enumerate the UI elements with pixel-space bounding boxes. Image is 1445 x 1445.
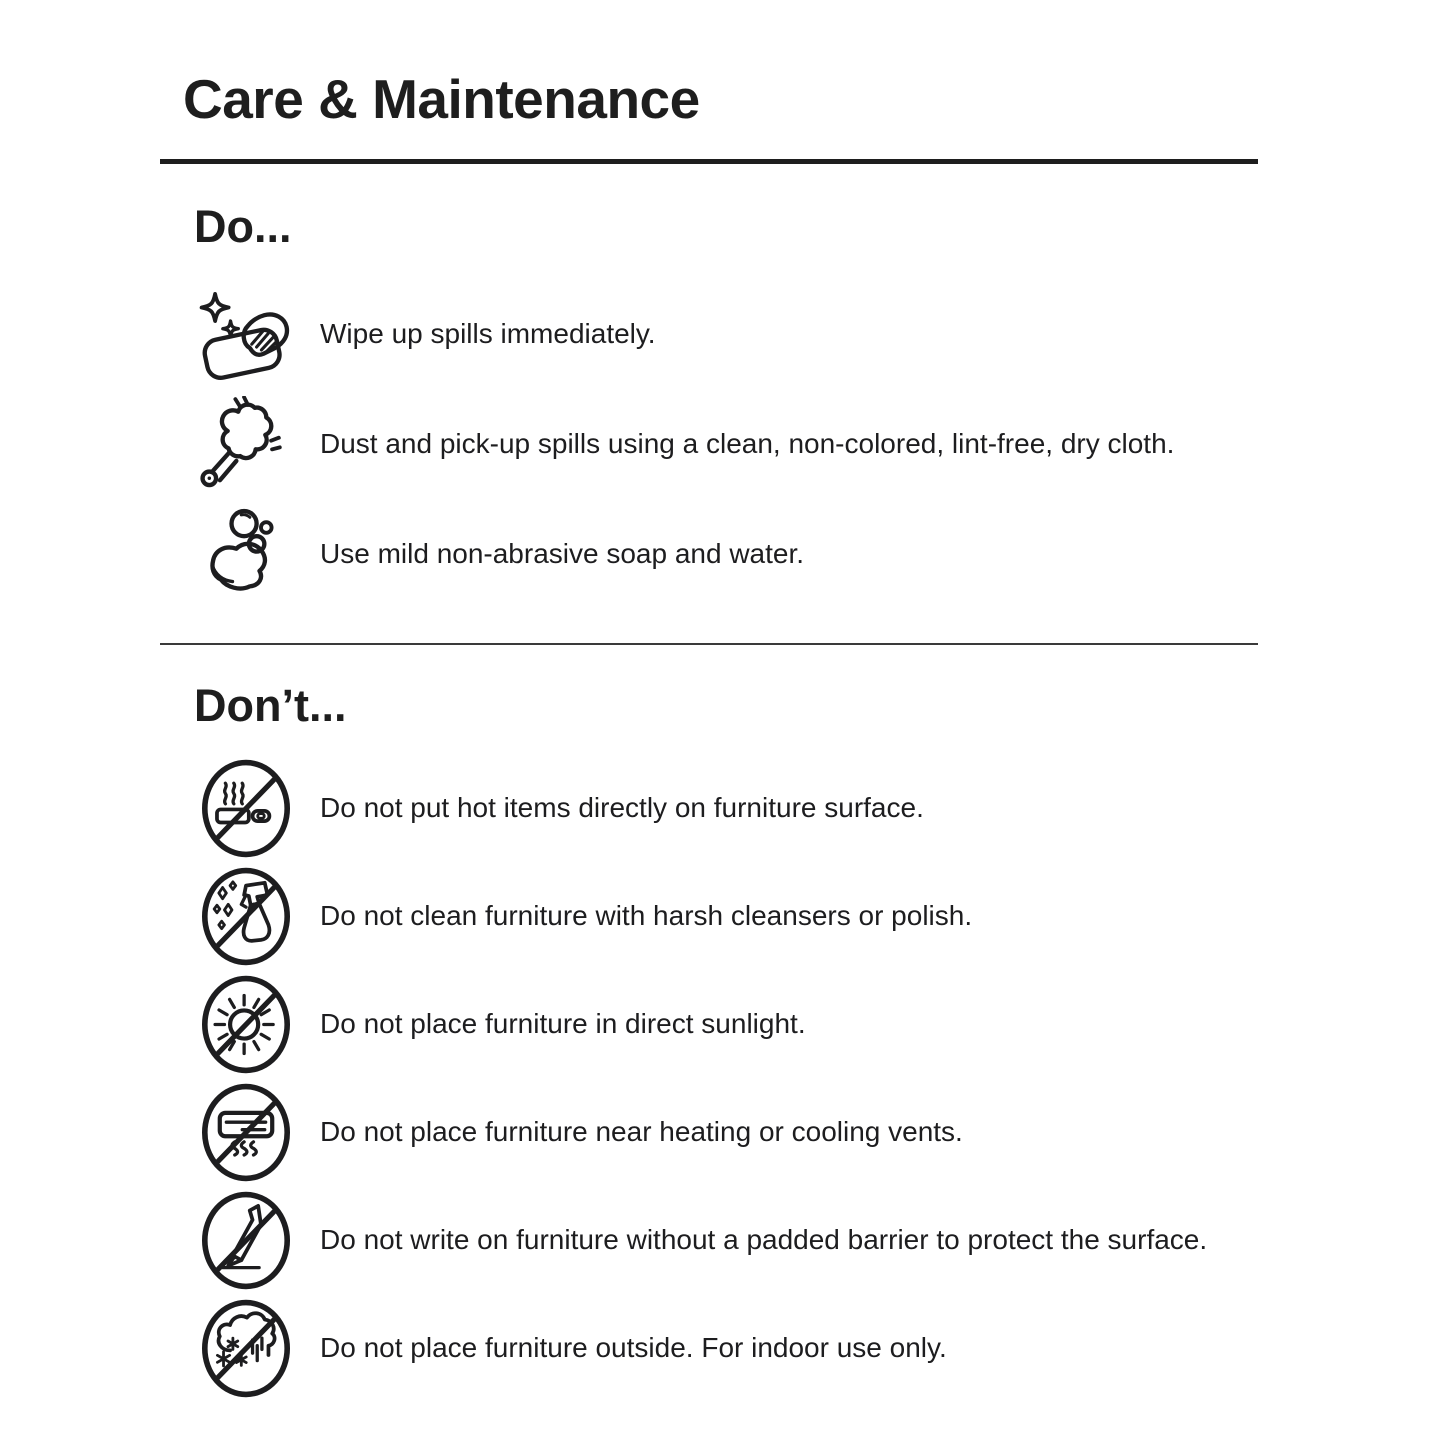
do-heading: Do... bbox=[194, 201, 292, 252]
list-item bbox=[160, 279, 1258, 389]
duster-icon bbox=[188, 396, 304, 493]
instruction-text: Do not place furniture near heating or cooling vents. bbox=[320, 1116, 963, 1148]
no-outdoor-use-icon bbox=[188, 1297, 304, 1400]
sponge-soap-icon bbox=[188, 506, 304, 603]
list-item bbox=[160, 1186, 1258, 1294]
wipe-cloth-icon bbox=[188, 286, 304, 383]
list-item bbox=[160, 862, 1258, 970]
no-writing-icon bbox=[188, 1189, 304, 1292]
instruction-text: Use mild non-abrasive soap and water. bbox=[320, 538, 805, 570]
no-direct-sunlight-icon bbox=[188, 973, 304, 1076]
page-title: Care & Maintenance bbox=[183, 68, 700, 130]
list-item bbox=[160, 499, 1258, 609]
title-divider bbox=[160, 159, 1258, 164]
instruction-text: Wipe up spills immediately. bbox=[320, 318, 656, 350]
list-item bbox=[160, 1078, 1258, 1186]
no-hot-items-icon bbox=[188, 757, 304, 860]
dont-heading: Don’t... bbox=[194, 680, 347, 731]
list-item bbox=[160, 389, 1258, 499]
section-divider bbox=[160, 643, 1258, 645]
instruction-text: Do not place furniture outside. For indoor use only. bbox=[320, 1332, 947, 1364]
dont-item-list bbox=[160, 754, 1258, 1402]
instruction-text: Dust and pick-up spills using a clean, non-colored, lint-free, dry cloth. bbox=[320, 428, 1175, 460]
care-maintenance-page bbox=[160, 0, 1258, 1402]
list-item bbox=[160, 970, 1258, 1078]
instruction-text: Do not clean furniture with harsh cleansers or polish. bbox=[320, 900, 973, 932]
list-item bbox=[160, 754, 1258, 862]
do-section bbox=[160, 201, 1258, 609]
no-harsh-cleansers-icon bbox=[188, 865, 304, 968]
list-item bbox=[160, 1294, 1258, 1402]
no-heating-vents-icon bbox=[188, 1081, 304, 1184]
do-item-list bbox=[160, 279, 1258, 609]
instruction-text: Do not put hot items directly on furniture surface. bbox=[320, 792, 924, 824]
dont-section bbox=[160, 680, 1258, 1402]
instruction-text: Do not write on furniture without a padded barrier to protect the surface. bbox=[320, 1224, 1208, 1256]
instruction-text: Do not place furniture in direct sunlight. bbox=[320, 1008, 806, 1040]
